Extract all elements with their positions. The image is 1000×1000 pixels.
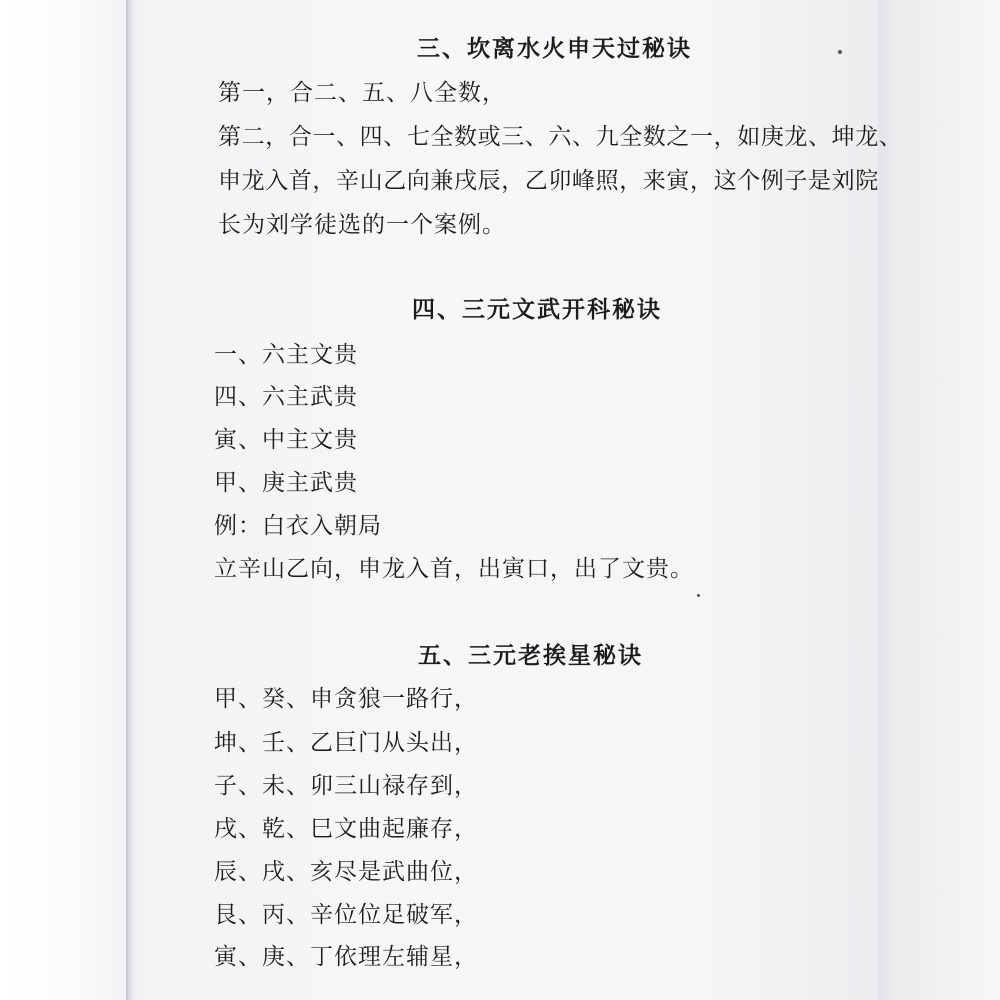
section-4-line-4: 甲、庚主武贵 (214, 470, 358, 496)
section-3-line-1: 第一，合二、五、八全数， (218, 80, 506, 106)
section-5-heading: 五、三元老挨星秘诀 (418, 642, 643, 669)
section-5-line-7: 寅、庚、丁依理左辅星， (214, 944, 478, 970)
section-4-line-3: 寅、中主文贵 (214, 427, 358, 453)
section-5-line-3: 子、未、卯三山禄存到， (214, 773, 478, 799)
page-binding-shadow (126, 0, 138, 1000)
section-5-line-1: 甲、癸、申贪狼一路行， (214, 686, 478, 712)
section-5-line-2: 坤、壬、乙巨门从头出， (214, 730, 478, 756)
left-page-margin (0, 0, 128, 1000)
section-4-line-1: 一、六主文贵 (214, 342, 358, 368)
paper-speck (838, 50, 842, 54)
section-4-line-5: 例：白衣入朝局 (214, 513, 382, 539)
section-3-line-3: 申龙入首，辛山乙向兼戌辰，乙卯峰照，来寅，这个例子是刘院 (218, 168, 879, 194)
section-3-heading: 三、坎离水火申天过秘诀 (417, 35, 692, 62)
section-3-line-2: 第二，合一、四、七全数或三、六、九全数之一，如庚龙、坤龙、 (218, 124, 903, 150)
section-5-line-4: 戌、乾、巳文曲起廉存， (214, 816, 478, 842)
section-4-heading: 四、三元文武开科秘诀 (412, 296, 662, 323)
section-3-line-4: 长为刘学徒选的一个案例。 (218, 212, 506, 238)
section-5-line-5: 辰、戌、亥尽是武曲位， (214, 859, 478, 885)
section-5-line-6: 艮、丙、辛位位足破军， (214, 902, 478, 928)
paper-speck (697, 594, 700, 597)
section-4-line-6: 立辛山乙向，申龙入首，出寅口，出了文贵。 (214, 556, 694, 582)
section-4-line-2: 四、六主武贵 (214, 384, 358, 410)
